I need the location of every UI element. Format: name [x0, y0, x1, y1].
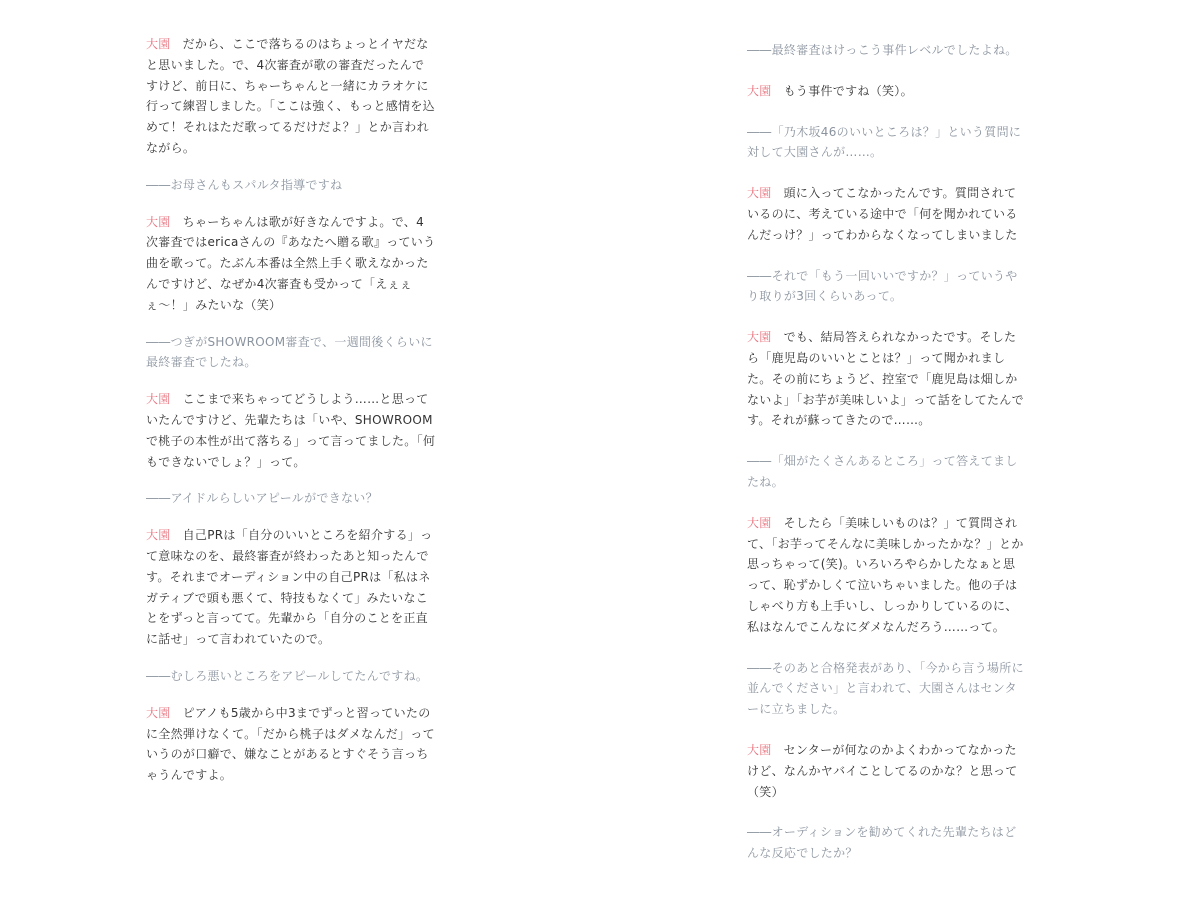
paragraph-text: ――アイドルらしいアピールができない？	[146, 491, 378, 506]
interviewer-question	[146, 666, 436, 687]
left-column	[146, 34, 436, 802]
interviewer-question	[747, 658, 1027, 720]
speaker-name: 大園	[146, 528, 171, 543]
speaker-name: 大園	[747, 330, 772, 345]
speaker-name: 大園	[747, 83, 772, 98]
interviewee-answer	[146, 703, 436, 786]
speaker-name: 大園	[747, 742, 772, 757]
interviewer-question	[747, 451, 1027, 493]
paragraph-text: でも、結局答えられなかったです。そしたら「鹿児島のいいとことは？」って聞かれました。その前にちょうど、控室で「鹿児島は畑しかないよ」「お芋が美味しいよ」って話をしてたんです。それが蘇ってきたので……。	[747, 330, 1024, 428]
speaker-name: 大園	[146, 214, 171, 229]
interviewee-answer	[747, 81, 1027, 102]
speaker-name: 大園	[146, 392, 171, 407]
interviewee-answer	[146, 212, 436, 316]
paragraph-text: 頭に入ってこなかったんです。質問されているのに、考えている途中で「何を聞かれているんだっけ？」ってわからなくなってしまいました	[747, 186, 1018, 242]
paragraph-text: もう事件ですね（笑）。	[783, 83, 913, 98]
paragraph-text: ――そのあと合格発表があり、「今から言う場所に並んでください」と言われて、大園さんはセンターに立ちました。	[747, 660, 1024, 717]
paragraph-text: ちゃーちゃんは歌が好きなんですよ。で、4次審査ではericaさんの『あなたへ贈る歌』っていう曲を歌って。たぶん本番は全然上手く歌えなかったんですけど、なぜか4次審査も受かって「えぇぇぇ〜！」みたいな（笑）	[146, 214, 436, 312]
speaker-name: 大園	[146, 705, 171, 720]
interviewer-question	[146, 175, 436, 196]
paragraph-text: ここまで来ちゃってどうしよう……と思っていたんですけど、先輩たちは「いや、SHOWROOMで桃子の本性が出て落ちる」って言ってました。「何もできないでしょ？」って。	[146, 392, 436, 469]
paragraph-text: ――「畑がたくさんあるところ」って答えてましたね。	[747, 454, 1018, 489]
paragraph-text: ――それで「もう一回いいですか？」っていうやり取りが3回くらいあって。	[747, 268, 1018, 304]
interviewee-answer	[747, 513, 1027, 638]
paragraph-text: そしたら「美味しいものは？」て質問されて、「お芋ってそんなに美味しかったかな？」とか思っちゃって(笑)。いろいろやらかしたなぁと思って、恥ずかしくて泣いちゃいました。他の子はしゃべり方も上手いし、しっかりしているのに、私はなんでこんなにダメなんだろう……って。	[747, 515, 1024, 634]
paragraph-text: ――オーディションを勧めてくれた先輩たちはどんな反応でしたか？	[747, 825, 1017, 861]
paragraph-text: ――最終審査はけっこう事件レベルでしたよね。	[747, 43, 1018, 57]
interviewee-answer	[747, 183, 1027, 245]
interviewer-question	[146, 332, 436, 374]
interviewer-question	[747, 822, 1027, 864]
speaker-name: 大園	[747, 515, 772, 530]
interviewer-question	[146, 488, 436, 509]
speaker-name: 大園	[747, 186, 772, 201]
paragraph-text: ――むしろ悪いところをアピールしてたんですね。	[146, 668, 429, 683]
interviewee-answer	[747, 740, 1027, 802]
paragraph-text: 自己PRは「自分のいいところを紹介する」って意味なのを、最終審査が終わったあと知ったんです。それまでオーディション中の自己PRは「私はネガティブで頭も悪くて、特技もなくて」みたいなことをずっと言ってて。先輩から「自分のことを正直に話せ」って言われていたので。	[146, 528, 433, 647]
speaker-name: 大園	[146, 37, 171, 51]
interviewee-answer	[747, 327, 1027, 431]
paragraph-text: ピアノも5歳から中3までずっと習っていたのに全然弾けなくて。「だから桃子はダメなんだ」っていうのが口癖で、嫌なことがあるとすぐそう言っちゃうんですよ。	[146, 705, 435, 783]
interviewee-answer	[146, 34, 436, 159]
interviewee-answer	[146, 525, 436, 650]
paragraph-text: だから、ここで落ちるのはちょっとイヤだなと思いました。で、4次審査が歌の審査だったんですけど、前日に、ちゃーちゃんと一緒にカラオケに行って練習しました。「ここは強く、もっと感情を込めて！それはただ歌ってるだけだよ？」とか言われながら。	[146, 37, 435, 155]
paragraph-text: ――お母さんもスパルタ指導ですね	[146, 177, 343, 192]
paragraph-text: センターが何なのかよくわかってなかったけど、なんかヤバイことしてるのかな？と思って（笑）	[747, 742, 1018, 799]
interviewer-question	[747, 122, 1027, 164]
paragraph-text: ――つぎがSHOWROOM審査で、一週間後くらいに最終審査でしたね。	[146, 334, 433, 370]
interviewer-question	[747, 266, 1027, 308]
interviewer-question	[747, 40, 1027, 61]
right-column	[747, 40, 1027, 884]
interviewee-answer	[146, 389, 436, 472]
paragraph-text: ――「乃木坂46のいいところは？」という質問に対して大園さんが……。	[747, 124, 1022, 160]
